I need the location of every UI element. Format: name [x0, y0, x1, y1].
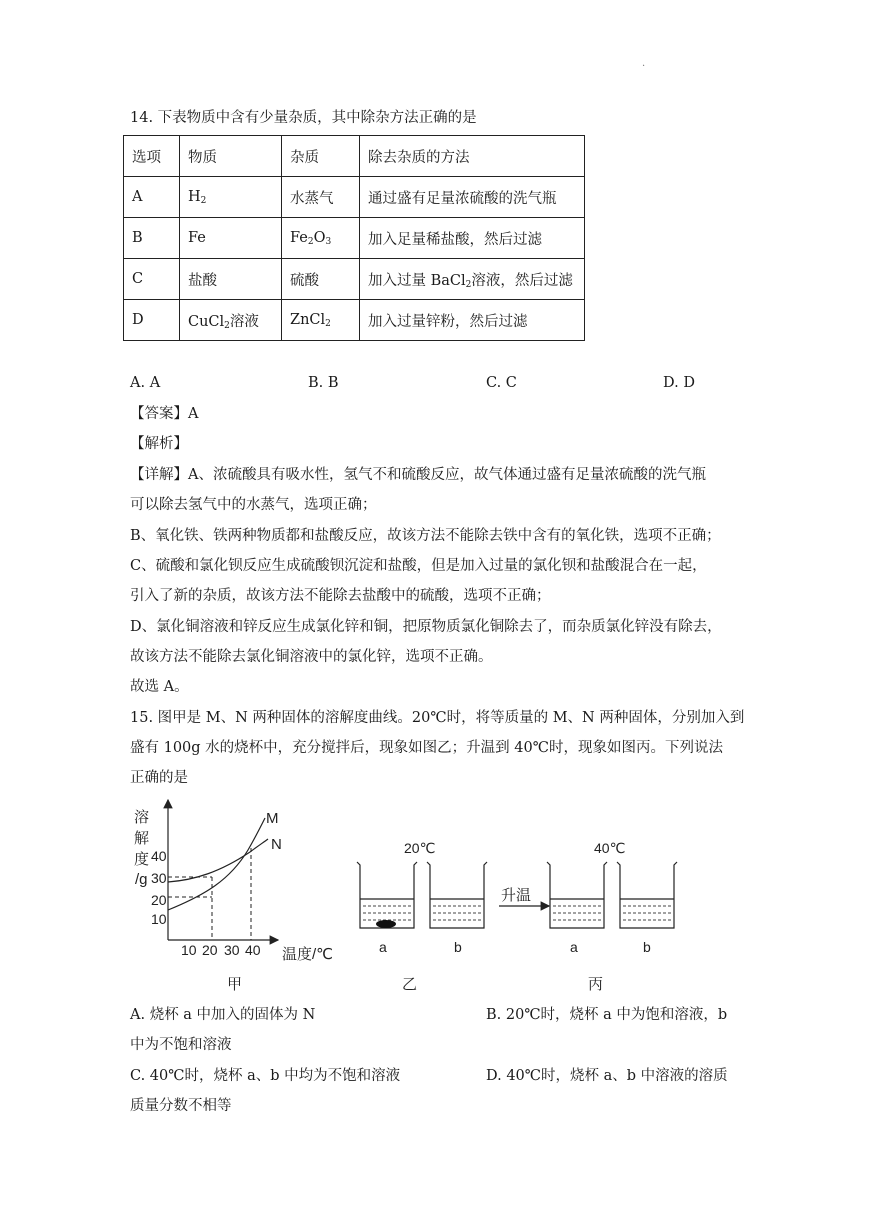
x-tick-label: 20	[202, 942, 218, 958]
q15-stem-line: 正确的是	[130, 770, 188, 786]
row-option: A	[124, 177, 180, 218]
beaker-label-a: a	[570, 939, 578, 955]
y-tick-label: 30	[151, 870, 167, 886]
curve-label-m: M	[266, 810, 279, 827]
table-row	[124, 259, 585, 300]
option-d-cont: 质量分数不相等	[130, 1098, 232, 1114]
detail-line: 【详解】A、浓硫酸具有吸水性，氢气不和硫酸反应，故气体通过盛有足量浓硫酸的洗气瓶	[130, 467, 706, 483]
row-method: 加入过量锌粉，然后过滤	[360, 300, 585, 341]
temp-label-20: 20℃	[404, 840, 436, 856]
y-label-char: 解	[134, 830, 150, 847]
header-impurity: 杂质	[282, 136, 360, 177]
fig-caption-jia: 甲	[227, 976, 243, 993]
table-header-row	[124, 136, 585, 177]
detail-line: 故选 A。	[130, 679, 189, 695]
table-row	[124, 177, 585, 218]
row-option: D	[124, 300, 180, 341]
choice-a: A. A	[130, 375, 161, 391]
beaker-b-40	[617, 862, 677, 928]
page-mark: .	[642, 58, 646, 69]
table-row	[124, 218, 585, 259]
q14-stem: 14. 下表物质中含有少量杂质，其中除杂方法正确的是	[130, 110, 477, 126]
y-tick-label: 10	[151, 911, 167, 927]
beaker-a-20	[357, 862, 417, 928]
curve-m	[168, 818, 265, 910]
q15-stem-line: 盛有 100g 水的烧杯中，充分搅拌后，现象如图乙；升温到 40℃时，现象如图丙。下列说法	[130, 740, 723, 756]
arrow-label: 升温	[501, 887, 532, 904]
table-row	[124, 300, 585, 341]
choice-b: B. B	[308, 375, 339, 391]
row-substance: Fe	[180, 218, 282, 259]
liquid-hatching	[363, 906, 672, 920]
beaker-label-b: b	[643, 939, 651, 955]
beaker-label-a: a	[379, 939, 387, 955]
y-label-char: /g	[135, 871, 148, 888]
option-d: D. 40℃时，烧杯 a、b 中溶液的溶质	[486, 1068, 728, 1084]
x-axis-label: 温度/℃	[282, 946, 334, 963]
choice-d: D. D	[663, 375, 695, 391]
detail-line: D、氯化铜溶液和锌反应生成氯化锌和铜，把原物质氯化铜除去了，而杂质氯化锌没有除去，	[130, 619, 722, 635]
option-a: A. 烧杯 a 中加入的固体为 N	[130, 1007, 316, 1023]
option-b-cont: 中为不饱和溶液	[130, 1037, 232, 1053]
option-b: B. 20℃时，烧杯 a 中为饱和溶液，b	[486, 1007, 728, 1023]
q14-table	[123, 135, 585, 341]
row-substance: CuCl$_2$溶液	[180, 300, 282, 341]
fig-caption-bing: 丙	[588, 976, 604, 993]
row-method: 通过盛有足量浓硫酸的洗气瓶	[360, 177, 585, 218]
row-substance: $H_2$	[180, 177, 282, 218]
x-tick-label: 40	[245, 942, 261, 958]
detail-line: C、硫酸和氯化钡反应生成硫酸钡沉淀和盐酸，但是加入过量的氯化钡和盐酸混合在一起，	[130, 558, 707, 574]
row-option: B	[124, 218, 180, 259]
row-impurity: ZnCl$_2$	[282, 300, 360, 341]
fig-caption-yi: 乙	[402, 976, 418, 993]
row-substance: 盐酸	[180, 259, 282, 300]
beaker-b-20	[427, 862, 487, 928]
row-impurity: 水蒸气	[282, 177, 360, 218]
x-tick-label: 10	[181, 942, 197, 958]
beaker-a-40	[547, 862, 607, 928]
undissolved-solid	[376, 920, 396, 928]
choice-c: C. C	[486, 375, 517, 391]
temp-label-40: 40℃	[594, 840, 626, 856]
y-label-char: 溶	[134, 809, 150, 826]
detail-line: B、氧化铁、铁两种物质都和盐酸反应，故该方法不能除去铁中含有的氧化铁，选项不正确；	[130, 528, 721, 544]
analysis-heading: 【解析】	[130, 436, 188, 452]
detail-line: 引入了新的杂质，故该方法不能除去盐酸中的硫酸，选项不正确；	[130, 588, 551, 604]
row-impurity: 硫酸	[282, 259, 360, 300]
y-tick-label: 40	[151, 848, 167, 864]
curve-n	[168, 839, 268, 882]
beaker-label-b: b	[454, 939, 462, 955]
x-tick-label: 30	[224, 942, 240, 958]
option-c: C. 40℃时，烧杯 a、b 中均为不饱和溶液	[130, 1068, 401, 1084]
header-method: 除去杂质的方法	[360, 136, 585, 177]
answer-line: 【答案】A	[130, 406, 199, 422]
y-tick-label: 20	[151, 892, 167, 908]
row-method: 加入足量稀盐酸，然后过滤	[360, 218, 585, 259]
curve-label-n: N	[271, 836, 282, 853]
header-option: 选项	[124, 136, 180, 177]
row-option: C	[124, 259, 180, 300]
y-label-char: 度	[134, 851, 150, 868]
header-substance: 物质	[180, 136, 282, 177]
row-method: 加入过量 BaCl$_2$溶液，然后过滤	[360, 259, 585, 300]
q15-stem-line: 15. 图甲是 M、N 两种固体的溶解度曲线。20℃时，将等质量的 M、N 两种固体，分别加入到	[130, 710, 745, 726]
detail-line: 故该方法不能除去氯化铜溶液中的氯化锌，选项不正确。	[130, 649, 493, 665]
row-impurity: $Fe_2O_3$	[282, 218, 360, 259]
detail-line: 可以除去氢气中的水蒸气，选项正确；	[130, 497, 377, 513]
